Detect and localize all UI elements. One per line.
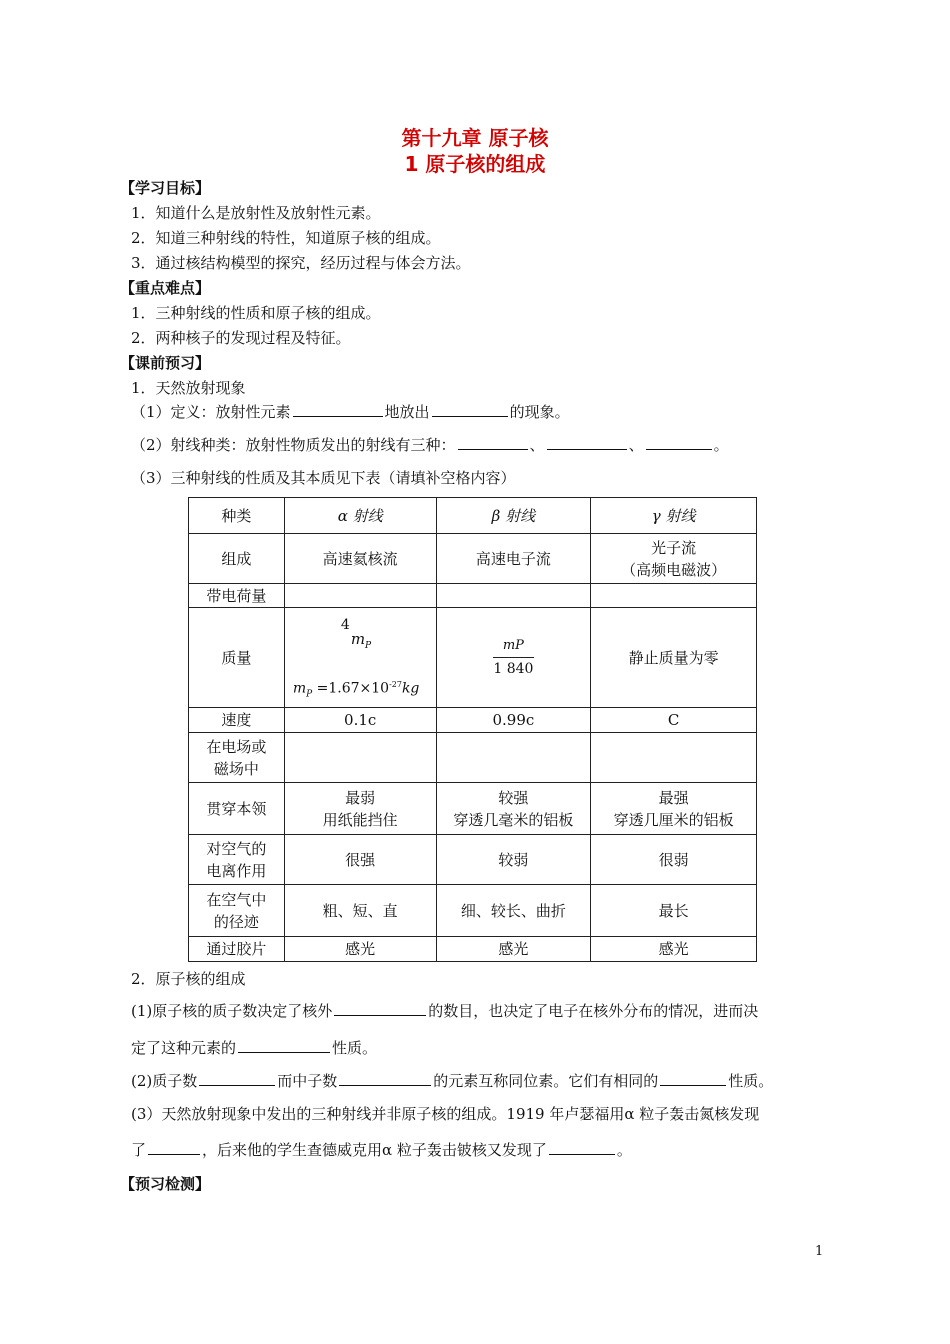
goals-heading: 【学习目标】 [120,179,211,197]
table-row [189,835,757,885]
table-cell: 在空气中 的径迹 [189,885,285,937]
table-cell: γ 射线 [591,498,757,534]
table-row [189,733,757,783]
table-row [189,584,757,608]
table-cell: 对空气的 电离作用 [189,835,285,885]
blank-field[interactable] [646,435,712,450]
table-cell: 很弱 [591,835,757,885]
table-cell: 粗、短、直 [284,885,436,937]
table-cell: 质量 [189,608,285,708]
table-cell: 组成 [189,534,285,584]
table-row [189,885,757,937]
goal-item: 1．知道什么是放射性及放射性元素。 [131,204,381,222]
table-cell: C [591,708,757,733]
blank-field[interactable] [549,1140,615,1155]
blank-field[interactable] [547,435,627,450]
table-cell: 最强 穿透几厘米的铝板 [591,783,757,835]
blank-field[interactable] [432,402,508,417]
blank-cell[interactable] [284,733,436,783]
beta-mass-cell: $\frac{mP}{1 840}$ [436,608,591,708]
table-cell: 0.99c [436,708,591,733]
blank-field[interactable] [293,402,383,417]
table-cell: 静止质量为零 [591,608,757,708]
isotope-line: (2)质子数 而中子数 的元素互称同位素。它们有相同的 性质。 [131,1072,774,1090]
key-item: 1．三种射线的性质和原子核的组成。 [131,304,381,322]
blank-cell[interactable] [591,584,757,608]
page-number: 1 [815,1244,824,1259]
table-cell: 在电场或 磁场中 [189,733,285,783]
key-item: 2．两种核子的发现过程及特征。 [131,329,351,347]
goal-item: 2．知道三种射线的特性，知道原子核的组成。 [131,229,441,247]
alpha-mass-cell: 4 $m_P$ $m_P =1.67\times 10^{-27}kg$ [284,608,436,708]
nucleus-line-1b: 定了这种元素的 性质。 [131,1039,378,1057]
rays-table [188,497,757,962]
table-cell: 最长 [591,885,757,937]
table-cell: 感光 [436,937,591,962]
table-cell: α 射线 [284,498,436,534]
ray-types-line: （2）射线种类：放射性物质发出的射线有三种： 、 、 。 [131,436,729,454]
blank-field[interactable] [660,1071,726,1086]
table-row [189,708,757,733]
blank-field[interactable] [148,1140,200,1155]
table-cell: 贯穿本领 [189,783,285,835]
blank-cell[interactable] [284,584,436,608]
table-cell: 高速氦核流 [284,534,436,584]
nucleus-line-1: (1)原子核的质子数决定了核外 的数目，也决定了电子在核外分布的情况，进而决 [131,1002,759,1020]
table-row [189,937,757,962]
check-heading: 【预习检测】 [120,1175,211,1193]
table-row [189,534,757,584]
blank-field[interactable] [199,1071,275,1086]
table-cell: 最弱 用纸能挡住 [284,783,436,835]
blank-field[interactable] [458,435,528,450]
rutherford-line: (3）天然放射现象中发出的三种射线并非原子核的组成。1919 年卢瑟福用α 粒子轰击氮核发现 [131,1105,760,1123]
definition-line: （1）定义：放射性元素 地放出 的现象。 [131,403,570,421]
table-cell: 通过胶片 [189,937,285,962]
table-row [189,608,757,708]
table-row [189,498,757,534]
goal-item: 3．通过核结构模型的探究，经历过程与体会方法。 [131,254,471,272]
preview-item-2: 2．原子核的组成 [131,970,246,988]
table-cell: 较强 穿透几毫米的铝板 [436,783,591,835]
section-title: 1 原子核的组成 [404,152,546,176]
key-heading: 【重点难点】 [120,279,211,297]
table-cell: 0.1c [284,708,436,733]
blank-cell[interactable] [436,584,591,608]
table-cell: 细、较长、曲折 [436,885,591,937]
chadwick-line: 了 ，后来他的学生查德威克用α 粒子轰击铍核又发现了 。 [131,1141,632,1159]
table-cell: 光子流 （高频电磁波） [591,534,757,584]
table-cell: 种类 [189,498,285,534]
table-cell: 高速电子流 [436,534,591,584]
table-cell: 较弱 [436,835,591,885]
blank-field[interactable] [339,1071,431,1086]
blank-cell[interactable] [591,733,757,783]
blank-field[interactable] [238,1038,330,1053]
preview-heading: 【课前预习】 [120,354,211,372]
preview-item-1: 1．天然放射现象 [131,379,246,397]
table-cell: 很强 [284,835,436,885]
table-row [189,783,757,835]
table-cell: 感光 [591,937,757,962]
chapter-title: 第十九章 原子核 [401,126,549,150]
table-cell: 感光 [284,937,436,962]
table-intro: （3）三种射线的性质及其本质见下表（请填补空格内容） [131,469,516,487]
blank-cell[interactable] [436,733,591,783]
table-cell: 带电荷量 [189,584,285,608]
blank-field[interactable] [334,1001,426,1016]
table-cell: β 射线 [436,498,591,534]
table-cell: 速度 [189,708,285,733]
